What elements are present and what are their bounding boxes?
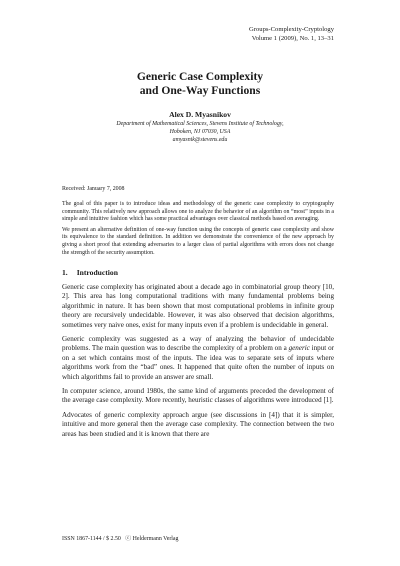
body-paragraph-2-start: Generic complexity was suggested as a way of analyzing the behavior of undecidable problems. The main question was to describe the complexity of a problem on a [62, 335, 334, 353]
page-footer [62, 533, 179, 542]
section-number: 1. [62, 268, 68, 277]
author-affiliation [0, 121, 400, 144]
generic-emphasis: generic [288, 344, 310, 353]
abstract-paragraph-2: We present an alternative definition of one-way function using the concepts of generic case complexity and show its equivalence to the standard definition. In addition we demonstrate the convenience of the new approach by giving a short proof that extending adversaries to a larger class of partial algorithms with errors does not change the strength of the security assumption. [62, 226, 334, 256]
received-date: Received: January 7, 2008 [62, 186, 125, 192]
body-text [62, 283, 334, 444]
journal-header [249, 26, 334, 43]
body-paragraph-1: Generic case complexity has originated about a decade ago in combinatorial group theory [10, 2]. This area has long computational traditions with many fundamental problems being algorithmic in nature. It has been shown that most computational problems in infinite group theory are recursively undecidable. However, it was also observed that decision algorithms, sometimes very naive ones, exist for many inputs even if a problem is undecidable in general. [62, 283, 334, 329]
body-paragraph-3: In computer science, around 1980s, the same kind of arguments preceded the development of the average case complexity. More recently, heuristic classes of algorithms were introduced [1]. [62, 387, 334, 405]
publisher: ⓒ Heldermann Verlag [125, 536, 179, 542]
author-name: Alex D. Myasnikov [169, 110, 231, 119]
author-email: amyasnik@stevens.edu [172, 136, 228, 143]
section-heading [62, 268, 118, 277]
affiliation-address: Hoboken, NJ 07030, USA [169, 128, 231, 135]
paper-title [0, 70, 400, 98]
title-line-1: Generic Case Complexity [136, 70, 264, 83]
body-paragraph-2-end: input or on a set which contains most of the inputs. The idea was to separate sets of inputs where algorithms work from the “bad” ones. It happened that quite often the number of inputs on which algorithms fail to provide an answer are small. [62, 344, 334, 381]
journal-name: Groups-Complexity-Cryptology [249, 26, 334, 33]
body-paragraph-2 [62, 335, 334, 382]
body-paragraph-4: Advocates of generic complexity approach argue (see discussions in [4]) that it is simpler, intuitive and more general then the average case complexity. The connection between the two areas has been studied and it is known that there are [62, 410, 334, 438]
affiliation-department: Department of Mathematical Sciences, Stevens Institute of Technology, [116, 121, 284, 127]
journal-volume: Volume 1 (2009), No. 1, 13–31 [251, 34, 334, 42]
issn-price: ISSN 1867-1144 / $ 2.50 [62, 536, 121, 542]
abstract [62, 201, 334, 260]
section-title: Introduction [76, 268, 118, 277]
title-line-2: and One-Way Functions [139, 84, 261, 97]
abstract-paragraph-1: The goal of this paper is to introduce ideas and methodology of the generic case complexity to cryptography community. This relatively new approach allows one to analyze the behavior of an algorithm on “most” inputs in a simple and intuitive fashion which has some practical advantages over classical methods based on averaging. [62, 201, 334, 223]
